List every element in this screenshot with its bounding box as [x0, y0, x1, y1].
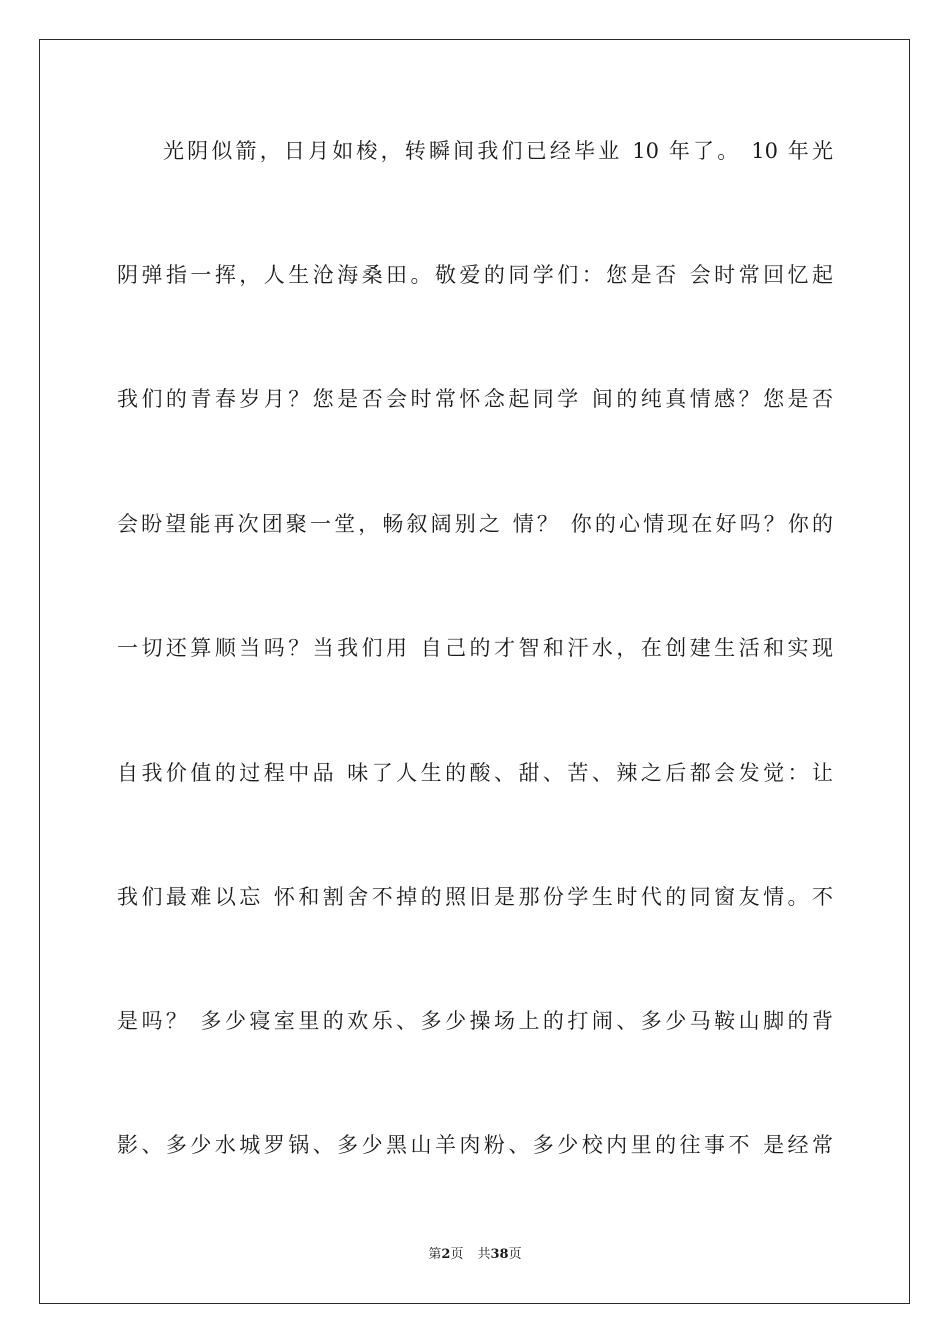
text-line: 自我价值的过程中品 味了人生的酸、甜、苦、辣之后都会发觉：让 [117, 761, 833, 785]
page-number: 2 [441, 1247, 451, 1262]
page-suffix: 页 [450, 1247, 464, 1262]
page-border [39, 39, 910, 1304]
text-line: 我们最难以忘 怀和割舍不掉的照旧是那份学生时代的同窗友情。不 [117, 885, 833, 909]
text-line: 我们的青春岁月？您是否会时常怀念起同学 间的纯真情感？您是否 [117, 387, 833, 411]
total-suffix: 页 [508, 1247, 522, 1262]
page-prefix: 第 [428, 1247, 442, 1262]
total-prefix: 共 [477, 1247, 491, 1262]
text-line: 一切还算顺当吗？当我们用 自己的才智和汗水，在创建生活和实现 [117, 636, 833, 660]
text-line: 阴弹指一挥，人生沧海桑田。敬爱的同学们：您是否 会时常回忆起 [117, 263, 833, 287]
text-line: 光阴似箭，日月如梭，转瞬间我们已经毕业 10 年了。 10 年光 [163, 139, 833, 163]
total-pages: 38 [490, 1247, 509, 1262]
text-line: 会盼望能再次团聚一堂，畅叙阔别之 情？ 你的心情现在好吗？你的 [117, 512, 833, 536]
text-line: 影、多少水城罗锅、多少黑山羊肉粉、多少校内里的往事不 是经常 [117, 1133, 833, 1157]
text-line: 是吗？ 多少寝室里的欢乐、多少操场上的打闹、多少马鞍山脚的背 [117, 1009, 833, 1033]
page-footer [0, 1246, 950, 1264]
